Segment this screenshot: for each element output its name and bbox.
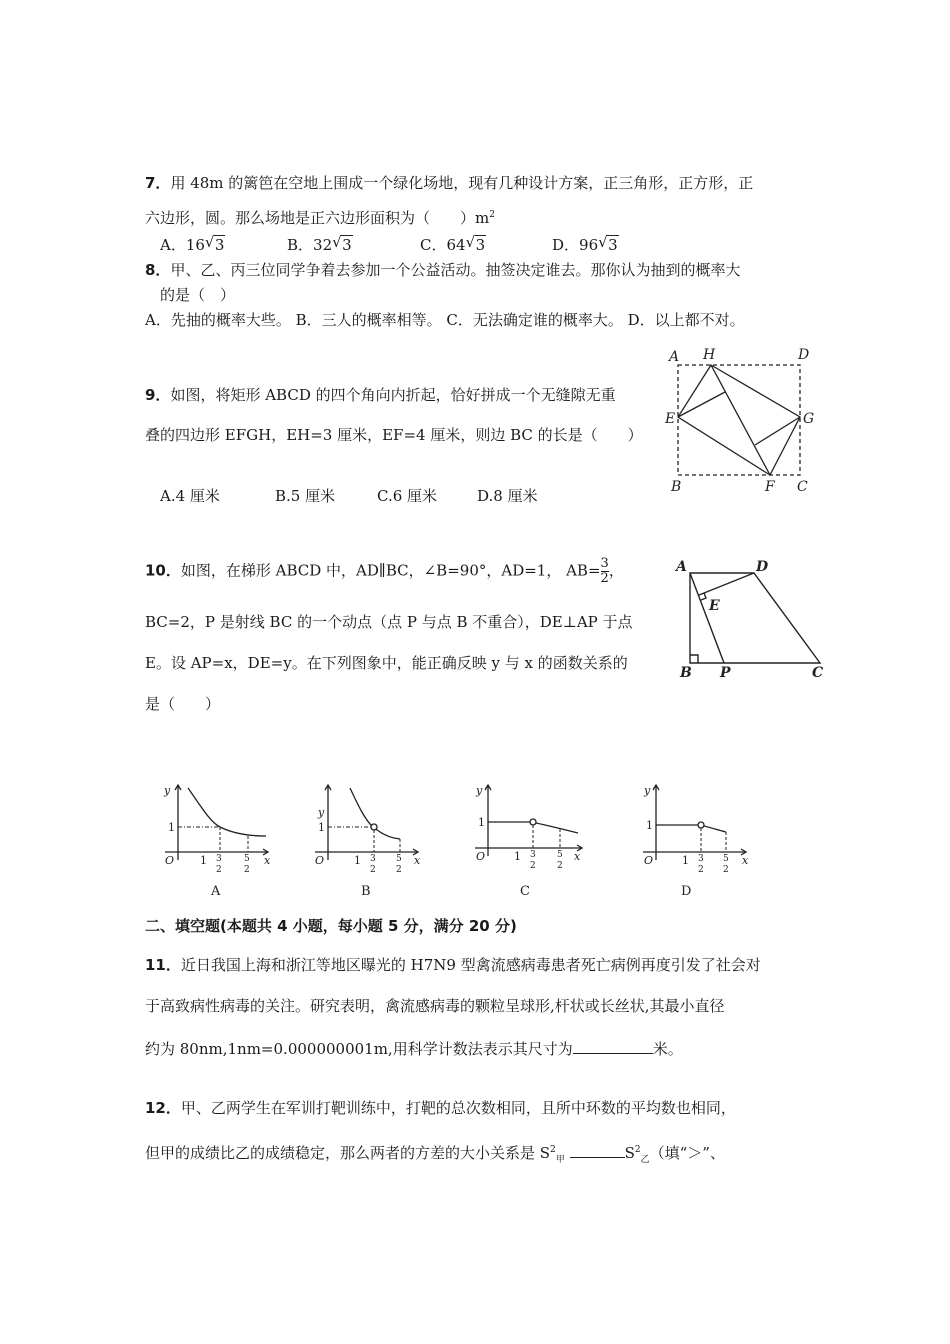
answer-blank[interactable] — [570, 1141, 625, 1158]
x-label: x — [264, 854, 271, 867]
q9-quad-efgh — [678, 365, 800, 475]
sqrt-symbol: √ 3 — [598, 233, 618, 254]
q8-number: 8． — [145, 261, 171, 279]
q7-option-c[interactable]: C．64 √ 3 — [420, 233, 486, 254]
q9-option-c[interactable]: C.6 厘米 — [377, 487, 438, 505]
frac-den: 2 — [723, 865, 729, 875]
q9-label-f: F — [765, 479, 775, 495]
frac-den: 2 — [557, 861, 563, 871]
frac-num: 3 — [698, 854, 704, 864]
graph-label: D — [681, 884, 692, 899]
graph-label: C — [520, 884, 530, 899]
answer-blank[interactable] — [573, 1037, 653, 1054]
x-label: x — [574, 850, 581, 863]
q10-label-a: A — [676, 559, 687, 575]
graph-label: A — [211, 884, 221, 899]
origin-label: O — [476, 850, 486, 863]
y-label: y — [164, 784, 171, 797]
frac-num: 5 — [723, 854, 729, 864]
q10-label-d: D — [756, 559, 769, 575]
q10-figure — [672, 555, 842, 685]
q10-line2: BC=2，P 是射线 BC 的一个动点（点 P 与点 B 不重合），DE⊥AP 于点 — [145, 613, 633, 631]
q7-option-a[interactable]: A．16 √ 3 — [160, 233, 225, 254]
fraction-three-halves: $\frac{3}{2}$ — [600, 556, 609, 586]
graph-a[interactable] — [160, 780, 280, 900]
q7-number: 7． — [145, 174, 171, 192]
q7-option-d[interactable]: D．96 √ 3 — [552, 233, 618, 254]
q10-right-angle-b — [690, 655, 698, 663]
y-label: y — [318, 806, 325, 819]
q12-line1: 12．甲、乙两学生在军训打靶训练中，打靶的总次数相同，且所中环数的平均数也相同， — [145, 1099, 736, 1117]
frac-den: 2 — [216, 865, 222, 875]
q9-line1: 9．如图，将矩形 ABCD 的四个角向内折起，恰好拼成一个无缝隙无重 — [145, 386, 616, 404]
q8-line1: 8．甲、乙、丙三位同学争着去参加一个公益活动。抽签决定谁去。那你认为抽到的概率大 — [145, 261, 741, 279]
q11-line2: 于高致病性病毒的关注。研究表明，禽流感病毒的颗粒呈球形,杆状或长丝状,其最小直径 — [145, 997, 725, 1015]
frac-num: 5 — [396, 854, 402, 864]
section2-title: 二、填空题(本题共 4 小题，每小题 5 分，满分 20 分) — [145, 917, 517, 935]
x-tick-label: 1 — [354, 854, 361, 867]
q11-line3: 约为 80nm,1nm=0.000000001m,用科学计数法表示其尺寸为 米。 — [145, 1037, 683, 1059]
q10-label-b: B — [680, 665, 692, 681]
frac-den: 2 — [530, 861, 536, 871]
q9-label-c: C — [797, 479, 808, 495]
q7-line1: 7．用 48m 的篱笆在空地上围成一个绿化场地，现有几种设计方案，正三角形，正方形，正 — [145, 174, 754, 192]
graph-curve — [188, 788, 266, 836]
frac-num: 3 — [216, 854, 222, 864]
frac-den: 2 — [698, 865, 704, 875]
x-label: x — [742, 854, 749, 867]
q10-segment-de — [699, 573, 754, 595]
q7-line2: 六边形，圆。那么场地是正六边形面积为（ ）$m^2$ — [145, 209, 495, 227]
q9-option-a[interactable]: A.4 厘米 — [160, 487, 220, 505]
q10-line3: E。设 AP=x，DE=y。在下列图象中，能正确反映 y 与 x 的函数关系的 — [145, 654, 628, 672]
q9-label-d: D — [798, 347, 810, 363]
frac-num: 5 — [557, 850, 563, 860]
y-label: y — [476, 784, 483, 797]
x-tick-label: 1 — [514, 850, 521, 863]
q12-line2: 但甲的成绩比乙的成绩稳定，那么两者的方差的大小关系是 $S^2_甲$ $S^2_乙$（填“＞”、 — [145, 1140, 725, 1170]
q9-label-g: G — [803, 411, 815, 427]
q8-options[interactable]: A．先抽的概率大些。 B．三人的概率相等。 C．无法确定谁的概率大。 D．以上都不对。 — [145, 311, 745, 329]
frac-den: 2 — [370, 865, 376, 875]
q10-number: 10． — [145, 561, 181, 580]
q9-label-e: E — [665, 411, 676, 427]
q9-line2: 叠的四边形 EFGH，EH=3 厘米，EF=4 厘米，则边 BC 的长是（ ） — [145, 426, 643, 444]
graph-label: B — [361, 884, 371, 899]
graph-c[interactable] — [470, 780, 590, 900]
frac-den: 2 — [396, 865, 402, 875]
graph-curve — [536, 823, 578, 833]
sqrt-symbol: √ 3 — [465, 233, 486, 254]
frac-num: 5 — [244, 854, 250, 864]
graph-curve — [704, 826, 726, 832]
q12-number: 12． — [145, 1099, 181, 1117]
y-tick-label: 1 — [168, 821, 175, 834]
graph-curve — [350, 788, 400, 839]
graph-d[interactable] — [638, 780, 758, 900]
q9-fold-line — [678, 392, 725, 417]
q9-label-a: A — [669, 349, 680, 365]
q10-line1: 10．如图，在梯形 ABCD 中，AD∥BC，∠B=90°，AD=1， AB= $\frac{3}{2}$ ， — [145, 556, 624, 586]
q8-line2: 的是（ ） — [160, 286, 236, 304]
q9-label-h: H — [703, 347, 716, 363]
sqrt-symbol: √ 3 — [332, 233, 352, 254]
q9-label-b: B — [671, 479, 682, 495]
q7-option-b[interactable]: B．32 √ 3 — [287, 233, 352, 254]
q10-label-p: P — [720, 665, 731, 681]
q9-number: 9． — [145, 386, 171, 404]
q9-option-b[interactable]: B.5 厘米 — [275, 487, 336, 505]
q10-trapezoid — [690, 573, 820, 663]
q9-figure — [665, 345, 835, 495]
x-tick-label: 1 — [682, 854, 689, 867]
origin-label: O — [165, 854, 175, 867]
y-tick-label: 1 — [478, 816, 485, 829]
x-label: x — [414, 854, 421, 867]
q10-line4: 是（ ） — [145, 695, 221, 713]
y-tick-label: 1 — [646, 819, 653, 832]
q10-label-e: E — [709, 598, 720, 614]
open-point — [371, 824, 377, 830]
q9-option-d[interactable]: D.8 厘米 — [477, 487, 538, 505]
q10-label-c: C — [812, 665, 824, 681]
frac-den: 2 — [244, 865, 250, 875]
sqrt-symbol: √ 3 — [204, 233, 225, 254]
open-point — [698, 822, 704, 828]
origin-label: O — [644, 854, 654, 867]
graph-b[interactable] — [310, 780, 430, 900]
q11-number: 11． — [145, 956, 181, 974]
open-point — [530, 819, 536, 825]
x-tick-label: 1 — [200, 854, 207, 867]
y-label: y — [644, 784, 651, 797]
y-tick-label: 1 — [318, 821, 325, 834]
frac-num: 3 — [370, 854, 376, 864]
frac-num: 3 — [530, 850, 536, 860]
origin-label: O — [315, 854, 325, 867]
q11-line1: 11．近日我国上海和浙江等地区曝光的 H7N9 型禽流感病毒患者死亡病例再度引发了社会对 — [145, 956, 761, 974]
